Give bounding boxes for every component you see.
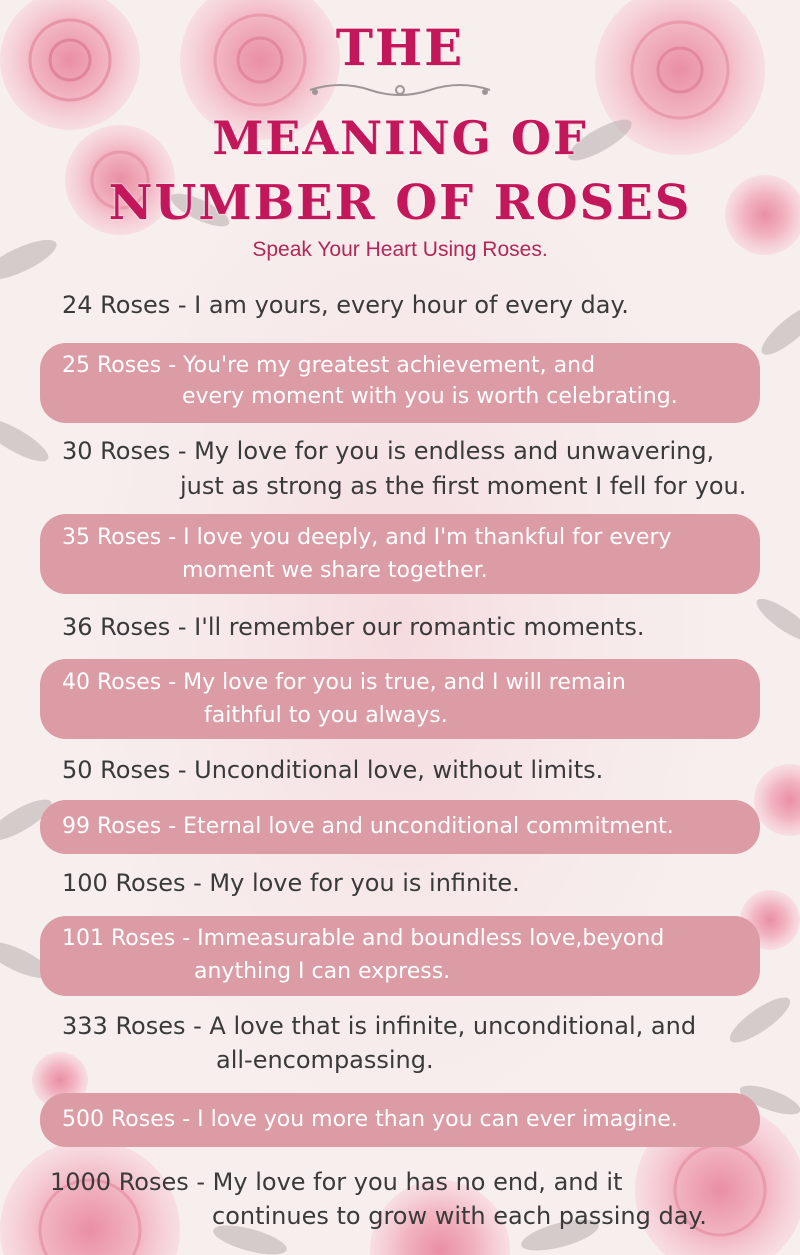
rose-entry (40, 343, 760, 423)
entry-label: 40 Roses - My love for you is true, and I will remain (62, 670, 626, 695)
rose-entry (40, 800, 760, 854)
entry-label: 35 Roses - I love you deeply, and I'm thankful for every (62, 525, 672, 550)
title-line-1: THE (335, 18, 465, 77)
entry-continuation: all-encompassing. (216, 1046, 434, 1074)
entry-label: 36 Roses - I'll remember our romantic moments. (62, 613, 645, 641)
entry-continuation: faithful to you always. (204, 703, 448, 728)
entry-continuation: every moment with you is worth celebrating. (182, 384, 678, 409)
entry-label: 24 Roses - I am yours, every hour of every day. (62, 291, 629, 319)
entry-label: 25 Roses - You're my greatest achievement, and (62, 353, 596, 378)
entry-label: 500 Roses - I love you more than you can ever imagine. (62, 1107, 678, 1132)
title-line-2: MEANING OF (212, 111, 588, 165)
ornament-divider-icon (300, 78, 500, 100)
rose-entry (0, 1008, 800, 1084)
entry-label: 1000 Roses - My love for you has no end, and it (50, 1168, 623, 1196)
entry-continuation: anything I can express. (194, 959, 451, 984)
rose-entry (0, 1164, 800, 1240)
entry-continuation: moment we share together. (182, 558, 488, 583)
entry-continuation: just as strong as the first moment I fell for you. (180, 472, 747, 500)
rose-entry (0, 753, 800, 793)
rose-entry (40, 916, 760, 996)
rose-entry (0, 432, 800, 508)
entry-label: 50 Roses - Unconditional love, without limits. (62, 756, 604, 784)
rose-entry (40, 514, 760, 594)
rose-entry (0, 610, 800, 650)
entry-label: 100 Roses - My love for you is infinite. (62, 869, 520, 897)
entry-label: 99 Roses - Eternal love and unconditional commitment. (62, 814, 674, 839)
rose-entry (40, 1093, 760, 1147)
entry-label: 101 Roses - Immeasurable and boundless love,beyond (62, 926, 665, 951)
entry-label: 30 Roses - My love for you is endless and unwavering, (62, 437, 715, 465)
subtitle: Speak Your Heart Using Roses. (252, 238, 548, 261)
rose-entry (0, 287, 800, 327)
rose-entry (40, 659, 760, 739)
entry-continuation: continues to grow with each passing day. (212, 1202, 707, 1230)
title-line-3: NUMBER OF ROSES (108, 175, 692, 231)
entry-label: 333 Roses - A love that is infinite, unconditional, and (62, 1012, 697, 1040)
rose-entry (0, 866, 800, 906)
